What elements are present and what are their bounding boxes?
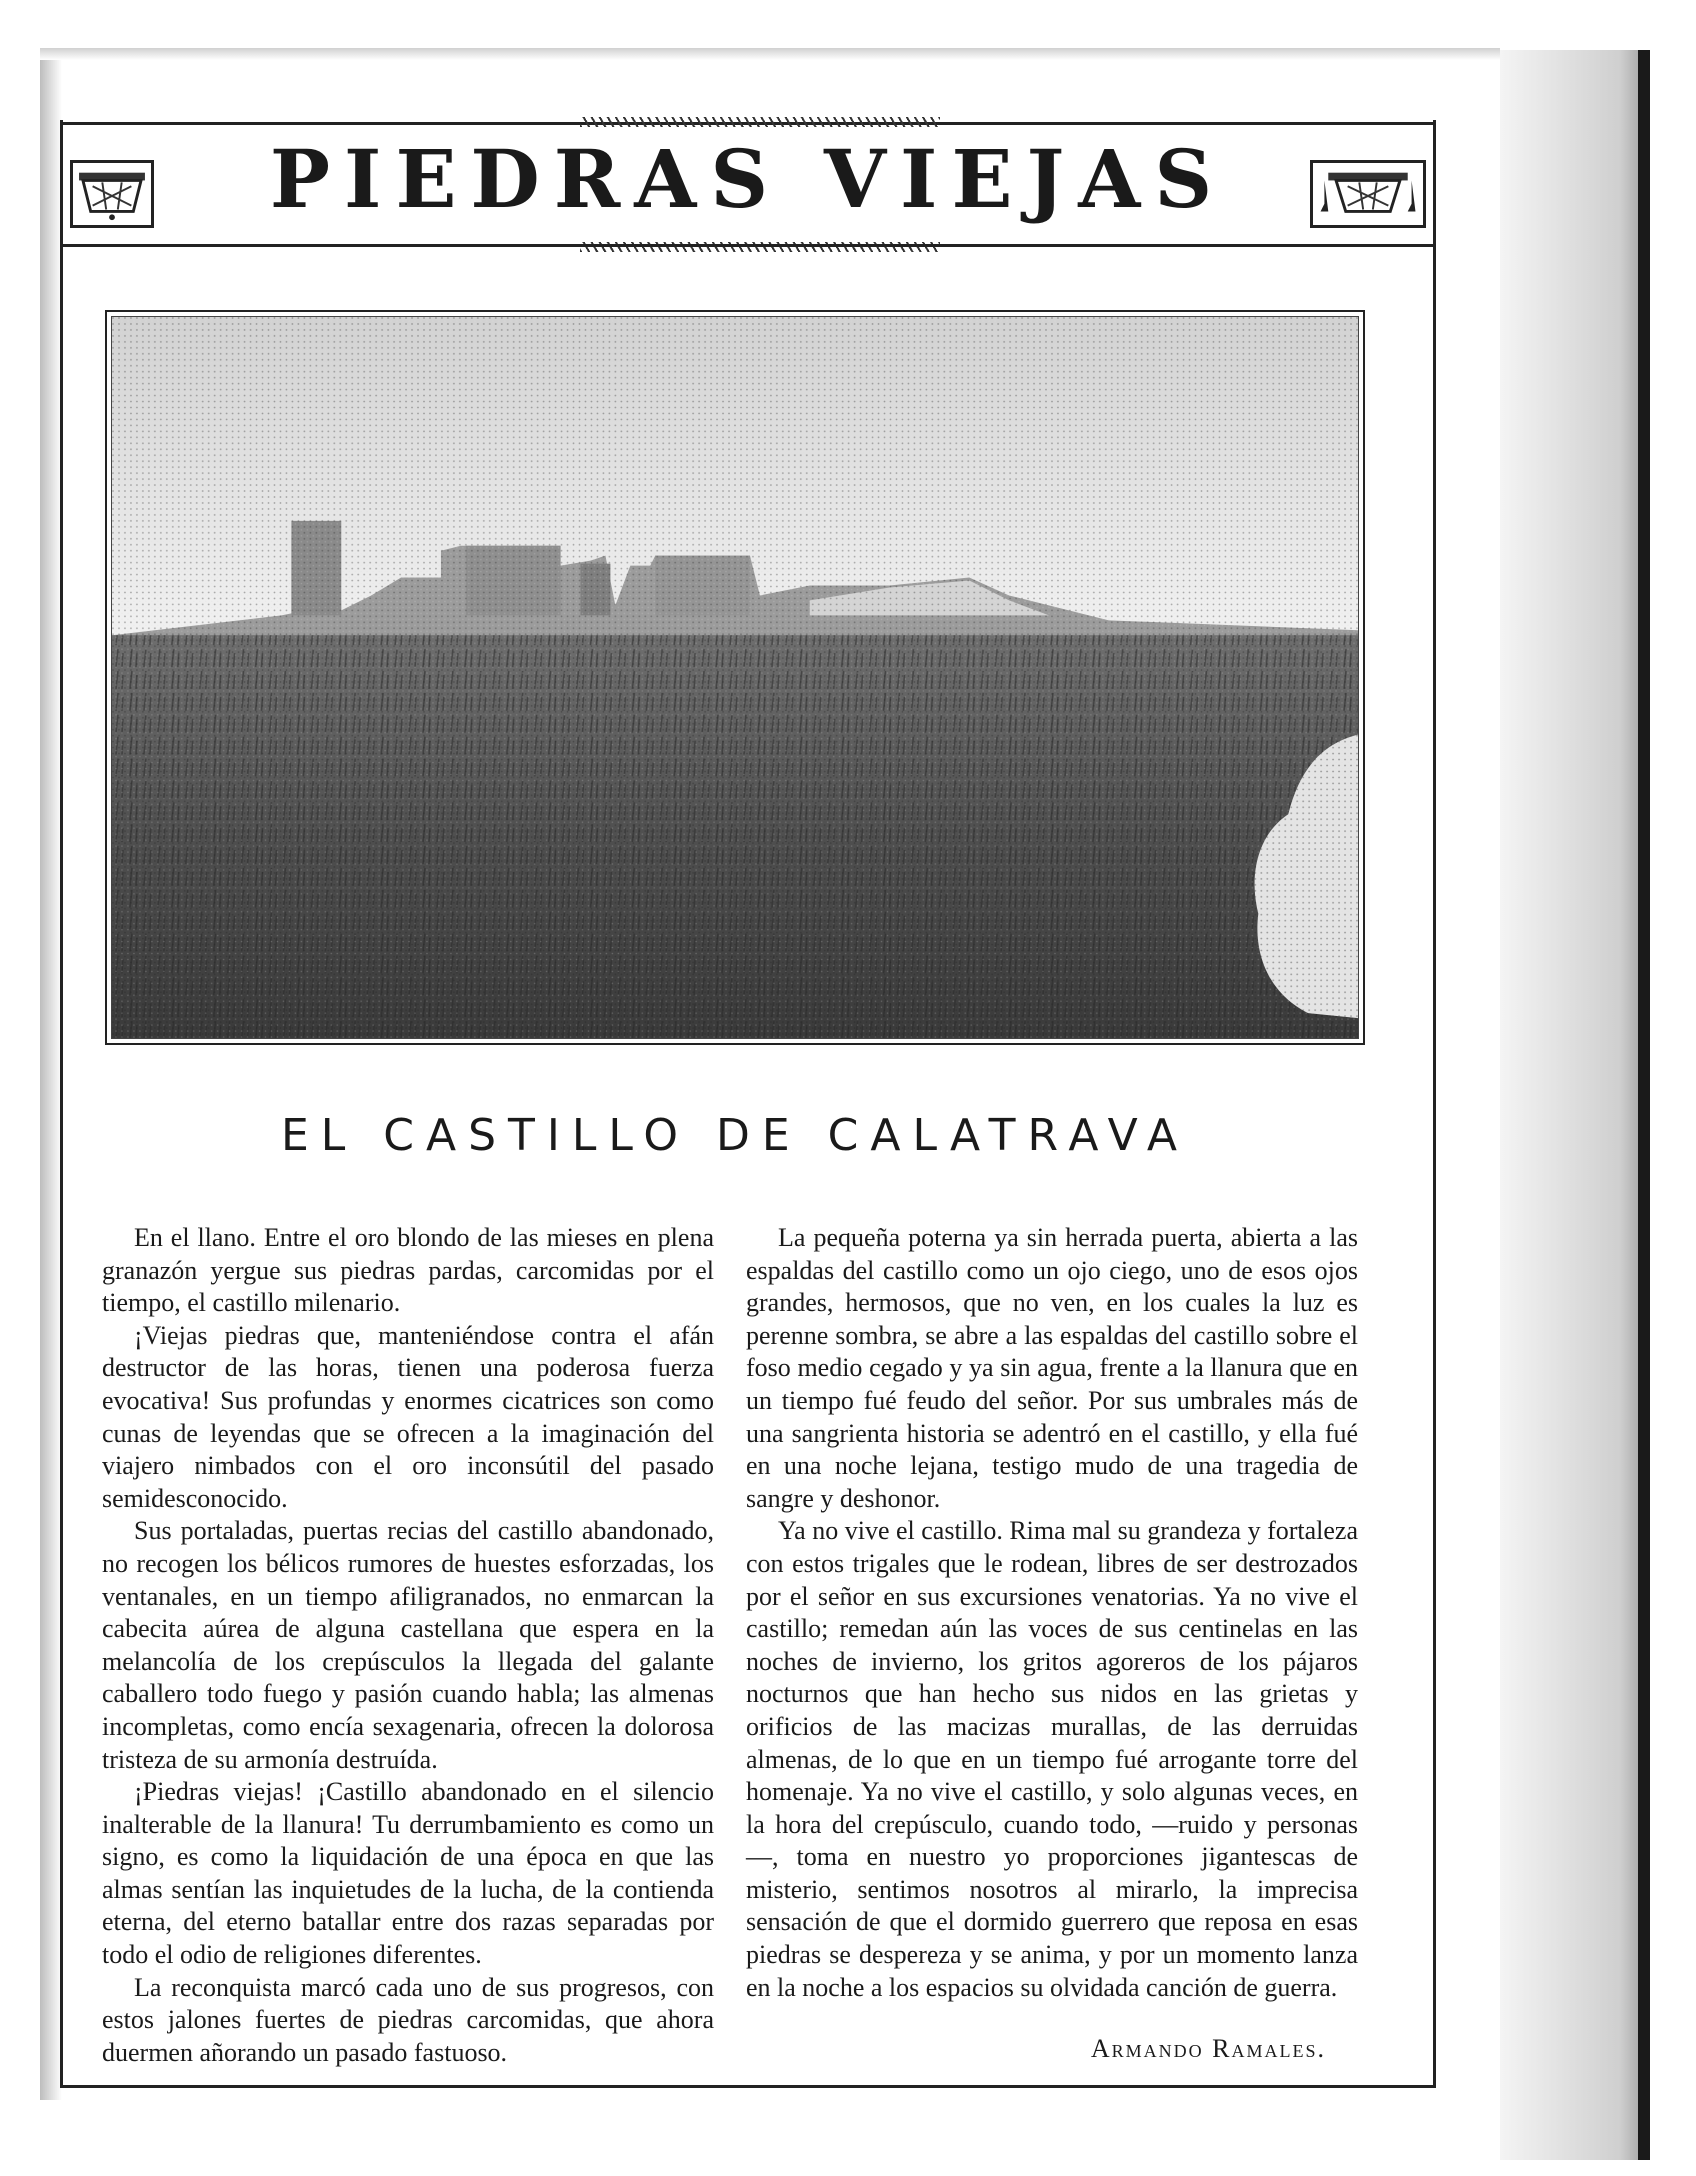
- page-edge-top: [40, 48, 1500, 60]
- masthead: [60, 122, 1436, 247]
- castle-photograph: [105, 310, 1365, 1045]
- author-byline: Armando Ramales.: [1090, 2034, 1326, 2063]
- masthead-zigzag-top: [580, 117, 940, 127]
- masthead-title: PIEDRAS VIEJAS: [269, 132, 1227, 226]
- paragraph: Sus portaladas, puertas recias del castillo abandonado, no recogen los bélicos rumores de huestes esforzadas, los ventanales, en un tiempo afiligranados, no enmarcan la cabecita aúrea de alguna castellana que espera en la melancolía de los crepúsculos la llegada del galante caballero todo fuego y pasión cuando habla; las almenas incompletas, como encía sexagenaria, ofrecen la dolorosa tristeza de su armonía destruída.: [102, 1516, 714, 1774]
- paragraph: La reconquista marcó cada uno de sus progresos, con estos jalones fuertes de piedras carcomidas, que ahora duermen añorando un pasado fastuoso.: [102, 1972, 714, 2067]
- paragraph: La pequeña poterna ya sin herrada puerta, abierta a las espaldas del castillo como un ojo ciego, uno de esos ojos grandes, hermosos, que no ven, en los cuales la luz es perenne sombra, se abre a las espaldas del castillo sobre el foso medio cegado y ya sin agua, frente a la llanura que en un tiempo fué feudo del señor. Por sus umbrales más de una sangrienta historia se adentró en el castillo, y ella fué en una noche lejana, testigo mudo de una tragedia de sangre y deshonor.: [746, 1223, 1358, 1513]
- masthead-bottom-rule: [60, 244, 1436, 247]
- basket-ornament-icon: [1310, 160, 1426, 228]
- page-edge-left: [40, 60, 62, 2100]
- paragraph: ¡Piedras viejas! ¡Castillo abandonado en el silencio inalterable de la llanura! Tu derrumbamiento es como un signo, es como la liquidación de una época en que las almas sentían las inquietudes de la lucha, de la contienda eterna, del eterno batallar entre dos razas separadas por todo el odio de religiones diferentes.: [102, 1777, 714, 1970]
- paragraph: ¡Viejas piedras que, manteniéndose contra el afán destructor de las horas, tienen una poderosa fuerza evocativa! Sus profundas y enormes cicatrices son como cunas de leyendas que se ofrecen a la imaginación del viajero nimbados con el oro inconsútil del pasado semidesconocido.: [102, 1320, 714, 1513]
- article-title: EL CASTILLO DE CALATRAVA: [280, 1110, 1190, 1161]
- castle-photograph-image: [111, 316, 1359, 1039]
- paragraph: En el llano. Entre el oro blondo de las mieses en plena granazón yergue sus piedras pardas, carcomidas por el tiempo, el castillo milenario.: [102, 1223, 714, 1318]
- article-column-left: [102, 1222, 714, 2069]
- article-column-right: [746, 1222, 1358, 2004]
- page-edge-right: [1500, 50, 1650, 2160]
- paragraph: Ya no vive el castillo. Rima mal su grandeza y fortaleza con estos trigales que le rodean, libres de ser destrozados por el señor en sus excursiones venatorias. Ya no vive el castillo; remedan aún las voces de sus centinelas en las noches de invierno, los gritos agoreros de los pájaros nocturnos que han hecho sus nidos en las grietas y orificios de las macizas murallas, de las derruidas almenas, de lo que en un tiempo fué arrogante torre del homenaje. Ya no vive el castillo, y solo algunas veces, en la hora del crepúsculo, cuando todo, —ruido y personas—, toma en nuestro yo proporciones jigantescas de misterio, sentimos nosotros al mirarlo, la imprecisa sensación de que el dormido guerrero que reposa en esas piedras se despereza y se anima, y por un momento lanza en la noche a los espacios su olvidada canción de guerra.: [746, 1516, 1359, 2002]
